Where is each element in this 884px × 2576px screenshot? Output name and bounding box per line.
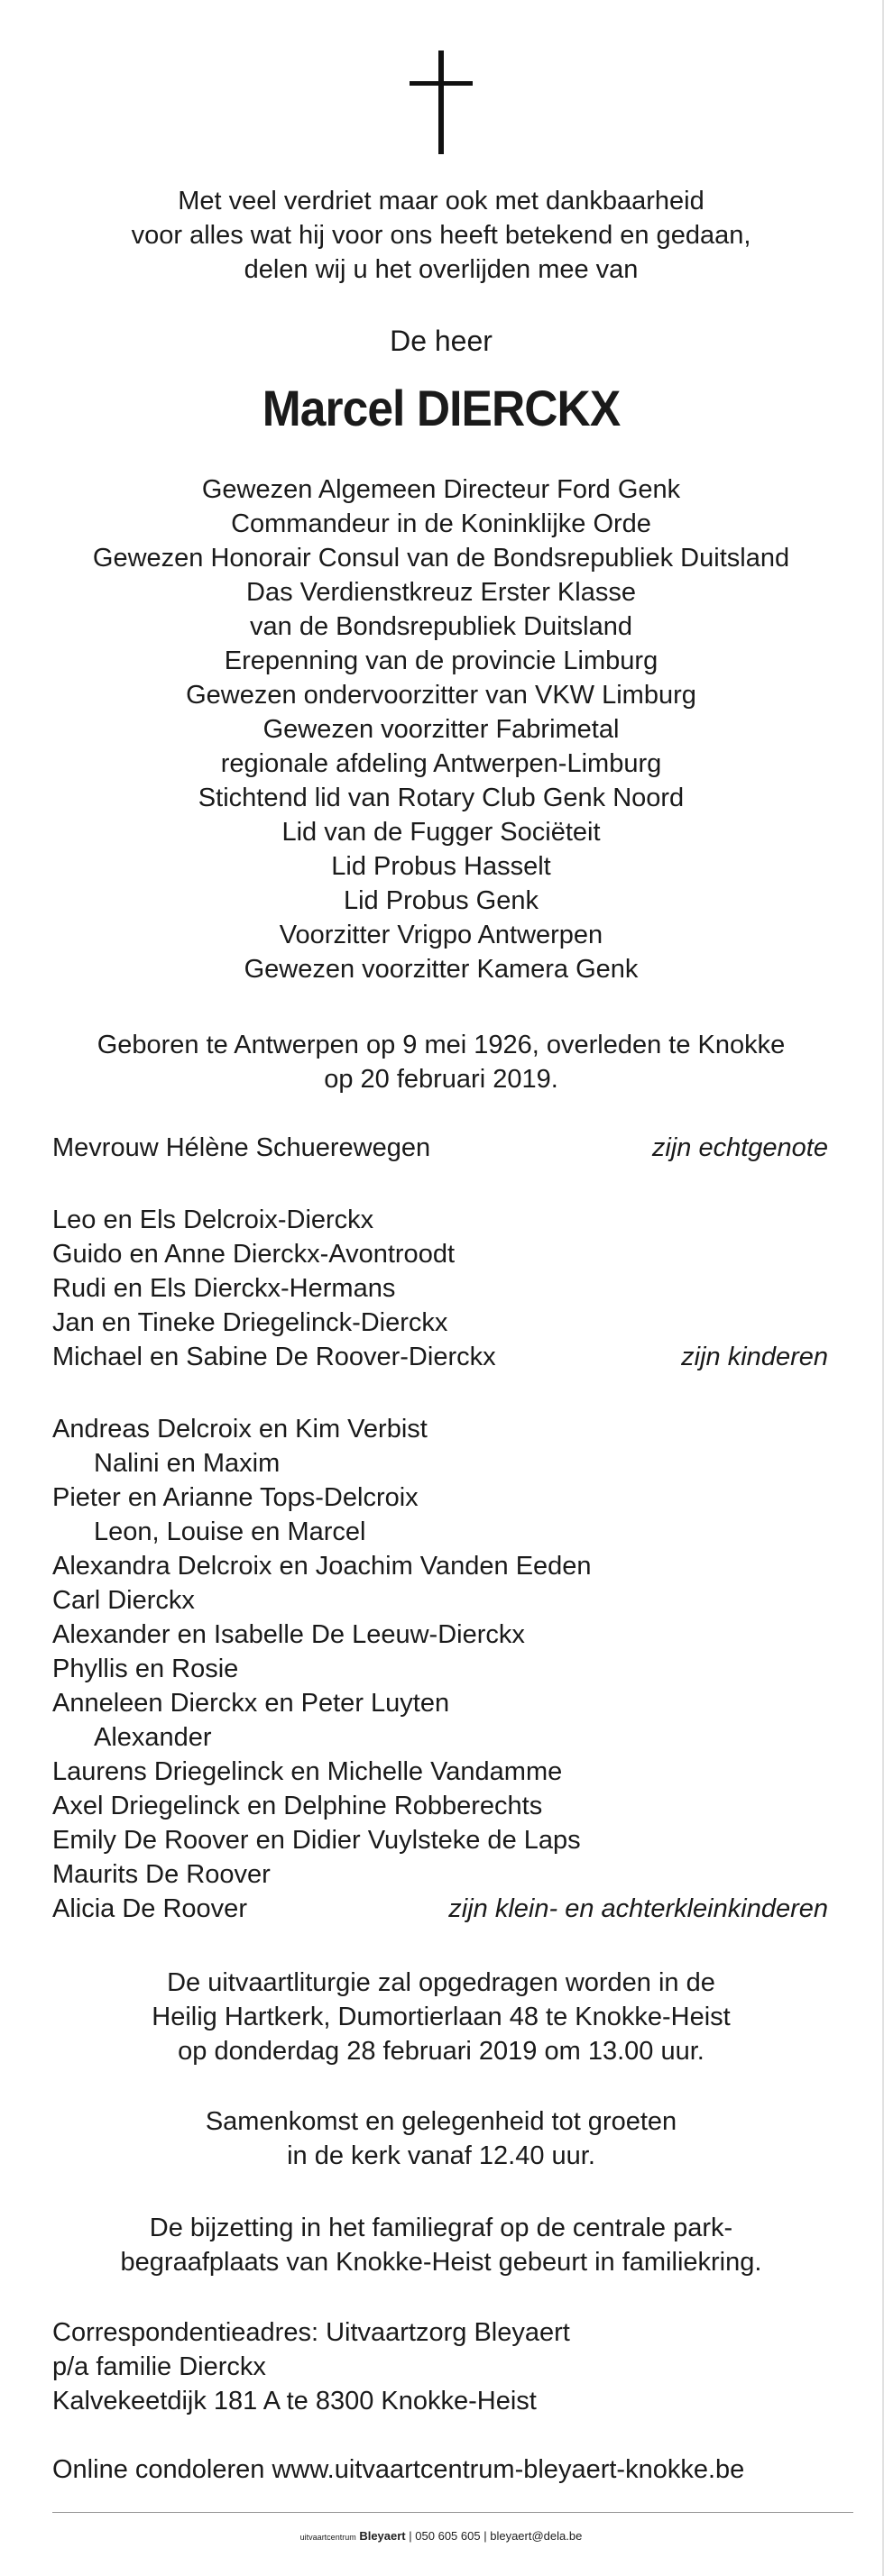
- child-name: Guido en Anne Dierckx-Avontroodt: [52, 1240, 456, 1269]
- list-item: [52, 1686, 828, 1720]
- correspondence-line: p/a familie Dierckx: [52, 2352, 266, 2381]
- child-name: Rudi en Els Dierckx-Hermans: [52, 1274, 396, 1303]
- child-name: Leo en Els Delcroix-Dierckx: [52, 1205, 374, 1234]
- grandchildren-section: [52, 1412, 828, 1926]
- children-role: zijn kinderen: [681, 1343, 828, 1371]
- footer: [0, 2529, 882, 2543]
- list-item: [52, 1131, 828, 1165]
- list-item: [52, 2384, 828, 2418]
- intro-text: [0, 184, 882, 287]
- grandchild-name: Phyllis en Rosie: [52, 1655, 239, 1683]
- child-name: Jan en Tineke Driegelinck-Dierckx: [52, 1308, 448, 1337]
- grandchild-name: Alexandra Delcroix en Joachim Vanden Eeden: [52, 1552, 592, 1581]
- birth-death-line: Geboren te Antwerpen op 9 mei 1926, overleden te Knokke: [97, 1031, 786, 1059]
- correspondence-line: Kalvekeetdijk 181 A te 8300 Knokke-Heist: [52, 2387, 537, 2416]
- title-line: Gewezen voorzitter Kamera Genk: [244, 955, 639, 984]
- grandchild-name: Alexander: [94, 1723, 212, 1752]
- funeral-text: [0, 1966, 882, 2068]
- gathering-text: [0, 2104, 882, 2173]
- titles-list: [0, 472, 882, 986]
- title-line: Gewezen Algemeen Directeur Ford Genk: [201, 475, 681, 504]
- deceased-name: Marcel DIERCKX: [262, 380, 621, 436]
- list-item: [52, 1340, 828, 1374]
- grandchild-name: Axel Driegelinck en Delphine Robberechts: [52, 1792, 543, 1820]
- grandchild-name: Alicia De Roover: [52, 1894, 247, 1923]
- birth-death-line: op 20 februari 2019.: [324, 1065, 558, 1094]
- list-item: [52, 1652, 828, 1686]
- title-line: Commandeur in de Koninklijke Orde: [231, 509, 651, 538]
- list-item: [52, 2452, 828, 2487]
- grandchild-name: Carl Dierckx: [52, 1586, 195, 1615]
- list-item: [52, 1306, 828, 1340]
- intro-line: voor alles wat hij voor ons heeft betekend en gedaan,: [131, 221, 751, 250]
- title-line: Erepenning van de provincie Limburg: [224, 646, 658, 675]
- list-item: [52, 1446, 828, 1481]
- spouse-role: zijn echtgenote: [651, 1133, 828, 1162]
- list-item: [52, 1237, 828, 1271]
- burial-line: De bijzetting in het familiegraf op de centrale park-: [149, 2214, 733, 2242]
- list-item: [52, 1481, 828, 1515]
- list-item: [52, 1720, 828, 1755]
- intro-line: Met veel verdriet maar ook met dankbaarheid: [178, 187, 704, 215]
- salutation: De heer: [390, 325, 493, 357]
- funeral-line: De uitvaartliturgie zal opgedragen worden in de: [167, 1968, 715, 1997]
- list-item: [52, 1412, 828, 1446]
- list-item: [52, 2315, 828, 2350]
- grandchild-name: Leon, Louise en Marcel: [94, 1517, 366, 1546]
- footer-prefix: uitvaartcentrum: [299, 2533, 356, 2542]
- list-item: [52, 2350, 828, 2384]
- title-line: Gewezen voorzitter Fabrimetal: [262, 715, 620, 744]
- list-item: [52, 1203, 828, 1237]
- title-line: Lid van de Fugger Sociëteit: [281, 818, 601, 847]
- burial-text: [0, 2211, 882, 2279]
- list-item: [52, 1892, 828, 1926]
- title-line: Lid Probus Genk: [343, 886, 539, 915]
- title-line: Voorzitter Vrigpo Antwerpen: [279, 921, 603, 949]
- online-section: [52, 2452, 828, 2487]
- burial-line: begraafplaats van Knokke-Heist gebeurt in familiekring.: [120, 2248, 762, 2277]
- gathering-line: in de kerk vanaf 12.40 uur.: [287, 2141, 595, 2170]
- footer-email: bleyaert@dela.be: [490, 2529, 583, 2543]
- title-line: Gewezen Honorair Consul van de Bondsrepubliek Duitsland: [92, 544, 790, 573]
- title-line: regionale afdeling Antwerpen-Limburg: [220, 749, 662, 778]
- list-item: [52, 1549, 828, 1583]
- footer-separator: |: [409, 2529, 412, 2543]
- title-line: Gewezen ondervoorzitter van VKW Limburg: [186, 681, 696, 710]
- title-line: Lid Probus Hasselt: [331, 852, 551, 881]
- grandchild-name: Andreas Delcroix en Kim Verbist: [52, 1415, 428, 1444]
- list-item: [52, 1583, 828, 1618]
- funeral-line: Heilig Hartkerk, Dumortierlaan 48 te Knokke-Heist: [152, 2003, 731, 2031]
- correspondence-section: [52, 2315, 828, 2418]
- cross-icon: [410, 50, 473, 154]
- children-section: [52, 1203, 828, 1374]
- list-item: [52, 1755, 828, 1789]
- grandchild-name: Maurits De Roover: [52, 1860, 271, 1889]
- gathering-line: Samenkomst en gelegenheid tot groeten: [205, 2107, 677, 2136]
- list-item: [52, 1618, 828, 1652]
- child-name: Michael en Sabine De Roover-Dierckx: [52, 1343, 496, 1371]
- list-item: [52, 1857, 828, 1892]
- spouse-section: [52, 1131, 828, 1165]
- online-condolence-text: Online condoleren www.uitvaartcentrum-bleyaert-knokke.be: [52, 2455, 745, 2484]
- footer-phone: 050 605 605: [415, 2529, 481, 2543]
- title-line: van de Bondsrepubliek Duitsland: [250, 612, 632, 641]
- grandchild-name: Laurens Driegelinck en Michelle Vandamme: [52, 1757, 563, 1786]
- grandchild-name: Emily De Roover en Didier Vuylsteke de Laps: [52, 1826, 581, 1855]
- grandchild-name: Anneleen Dierckx en Peter Luyten: [52, 1689, 450, 1718]
- grandchild-name: Nalini en Maxim: [94, 1449, 281, 1478]
- grandchild-name: Pieter en Arianne Tops-Delcroix: [52, 1483, 419, 1512]
- footer-separator: |: [483, 2529, 487, 2543]
- correspondence-line: Correspondentieadres: Uitvaartzorg Bleyaert: [52, 2318, 570, 2347]
- title-line: Stichtend lid van Rotary Club Genk Noord: [198, 784, 685, 812]
- intro-line: delen wij u het overlijden mee van: [244, 255, 639, 284]
- list-item: [52, 1515, 828, 1549]
- list-item: [52, 1823, 828, 1857]
- footer-brand: Bleyaert: [359, 2529, 406, 2543]
- birth-death-text: [0, 1028, 882, 1096]
- footer-divider: [52, 2512, 853, 2513]
- grandchild-name: Alexander en Isabelle De Leeuw-Dierckx: [52, 1620, 525, 1649]
- funeral-line: op donderdag 28 februari 2019 om 13.00 uur.: [178, 2037, 704, 2066]
- list-item: [52, 1789, 828, 1823]
- spouse-name: Mevrouw Hélène Schuerewegen: [52, 1133, 431, 1162]
- grandchildren-role: zijn klein- en achterkleinkinderen: [448, 1894, 828, 1923]
- title-line: Das Verdienstkreuz Erster Klasse: [246, 578, 636, 607]
- list-item: [52, 1271, 828, 1306]
